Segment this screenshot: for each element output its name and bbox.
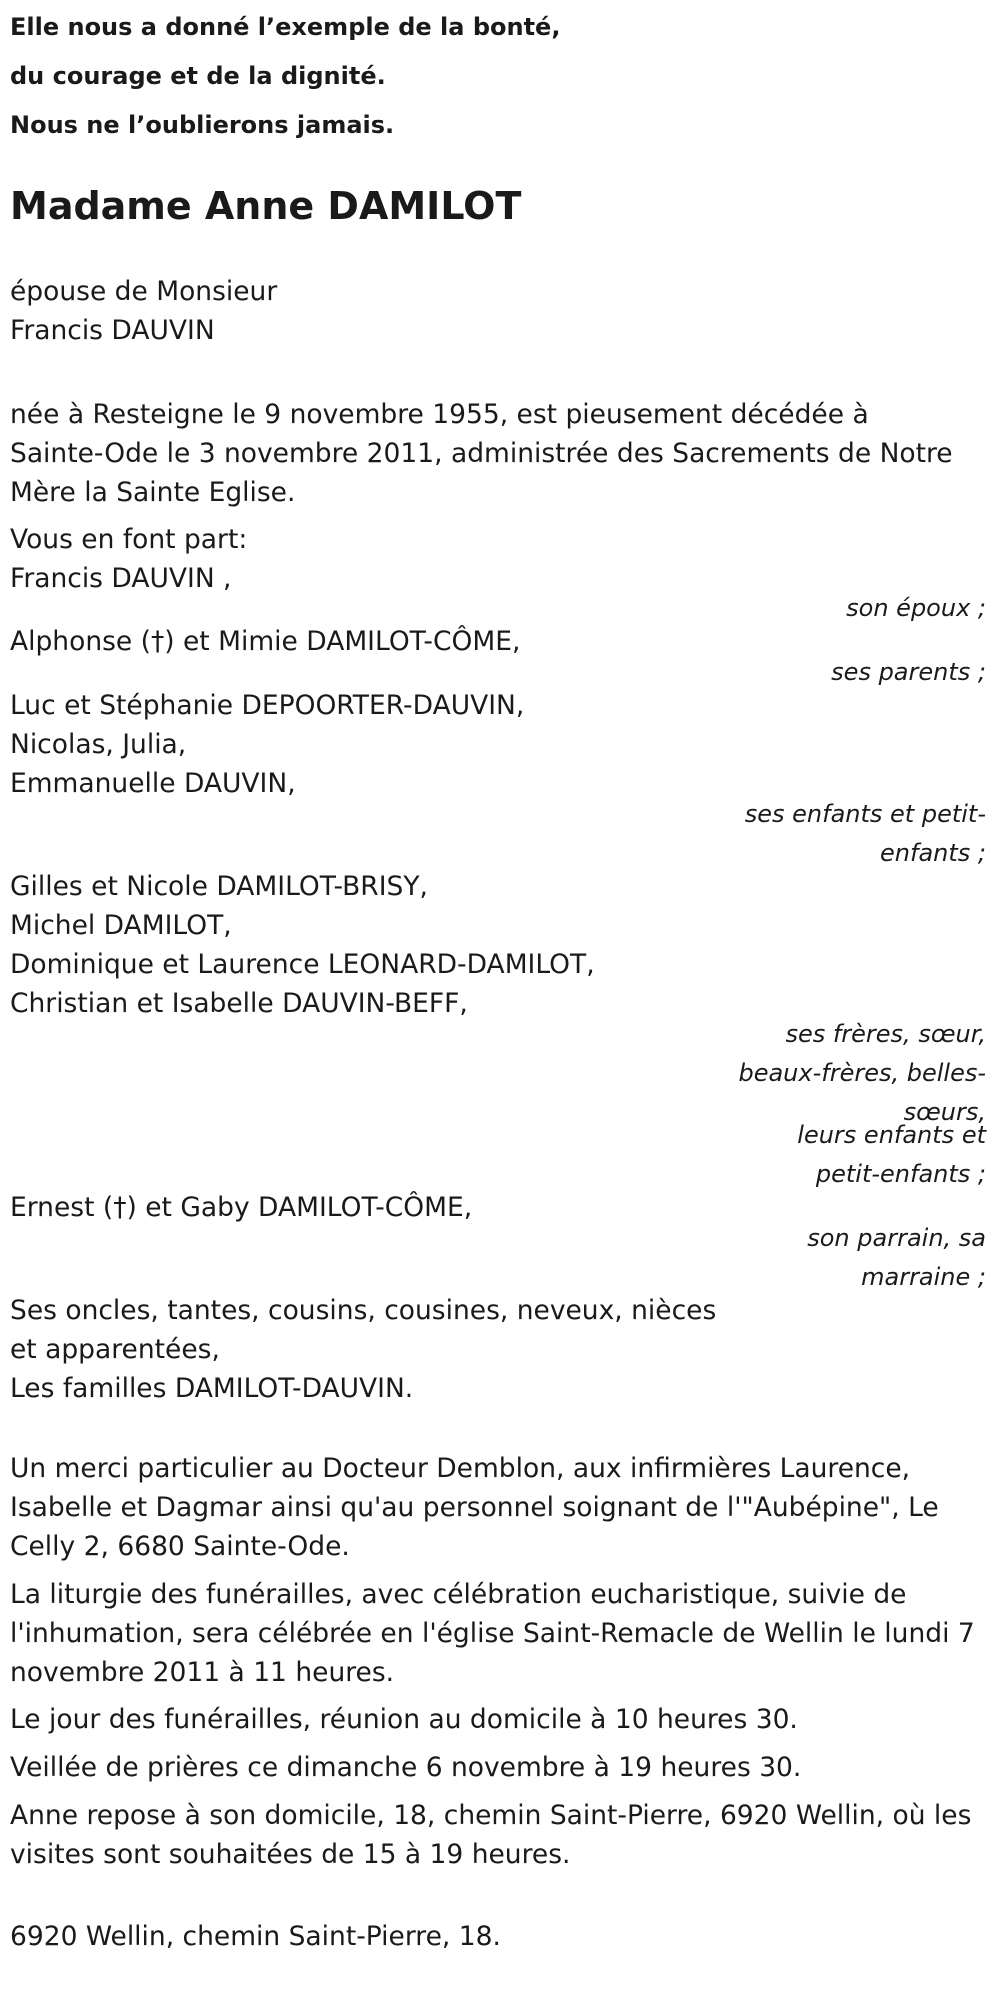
family-godparents-role: marraine ; <box>861 1263 986 1291</box>
visits-line: Anne repose à son domicile, 18, chemin Saint-Pierre, 6920 Wellin, où les <box>10 1800 972 1831</box>
thanks-line: Isabelle et Dagmar ainsi qu'au personnel soignant de l'"Aubépine", Le <box>10 1492 939 1523</box>
spouse-line: épouse de Monsieur <box>10 276 278 307</box>
liturgy-line: La liturgie des funérailles, avec célébration eucharistique, suivie de <box>10 1579 907 1610</box>
family-siblings-role: beaux-frères, belles- <box>738 1059 986 1087</box>
thanks-line: Un merci particulier au Docteur Demblon, aux infirmières Laurence, <box>10 1453 911 1484</box>
family-siblings-name: Gilles et Nicole DAMILOT-BRISY, <box>10 871 428 902</box>
motto-line: Elle nous a donné l’exemple de la bonté, <box>10 13 561 41</box>
deceased-name: Madame Anne DAMILOT <box>10 184 522 228</box>
family-parents-role: ses parents ; <box>831 658 986 686</box>
family-parents-names: Alphonse (†) et Mimie DAMILOT-CÔME, <box>10 626 521 657</box>
family-children-name: Emmanuelle DAUVIN, <box>10 768 296 799</box>
family-siblings-role: sœurs, <box>903 1098 986 1126</box>
vigil-line: Veillée de prières ce dimanche 6 novembre à 19 heures 30. <box>10 1752 802 1783</box>
family-others-line: Les familles DAMILOT-DAUVIN. <box>10 1373 414 1404</box>
family-siblings-role: ses frères, sœur, <box>785 1020 986 1048</box>
family-siblings-role: leurs enfants et <box>797 1121 986 1149</box>
family-godparents-role: son parrain, sa <box>807 1224 986 1252</box>
biography-line: Sainte-Ode le 3 novembre 2011, administrée des Sacrements de Notre <box>10 438 953 469</box>
family-children-name: Nicolas, Julia, <box>10 729 187 760</box>
thanks-line: Celly 2, 6680 Sainte-Ode. <box>10 1531 350 1562</box>
family-spouse-name: Francis DAUVIN , <box>10 563 232 594</box>
biography-line: Mère la Sainte Eglise. <box>10 477 296 508</box>
family-children-name: Luc et Stéphanie DEPOORTER-DAUVIN, <box>10 690 525 721</box>
family-spouse-role: son époux ; <box>846 594 986 622</box>
family-others-line: Ses oncles, tantes, cousins, cousines, neveux, nièces <box>10 1295 717 1326</box>
announce-intro: Vous en font part: <box>10 524 248 555</box>
family-siblings-role: petit-enfants ; <box>815 1160 986 1188</box>
family-siblings-name: Christian et Isabelle DAUVIN-BEFF, <box>10 988 468 1019</box>
family-godparents-names: Ernest (†) et Gaby DAMILOT-CÔME, <box>10 1192 473 1223</box>
family-children-role: ses enfants et petit- <box>744 800 986 828</box>
liturgy-line: l'inhumation, sera célébrée en l'église Saint-Remacle de Wellin le lundi 7 <box>10 1618 975 1649</box>
visits-line: visites sont souhaitées de 15 à 19 heures. <box>10 1839 571 1870</box>
family-others-line: et apparentées, <box>10 1334 220 1365</box>
family-siblings-name: Michel DAMILOT, <box>10 910 232 941</box>
biography-line: née à Resteigne le 9 novembre 1955, est pieusement décédée à <box>10 399 869 430</box>
family-siblings-name: Dominique et Laurence LEONARD-DAMILOT, <box>10 949 595 980</box>
liturgy-line: novembre 2011 à 11 heures. <box>10 1657 395 1688</box>
spouse-line: Francis DAUVIN <box>10 315 215 346</box>
family-children-role: enfants ; <box>880 839 986 867</box>
meeting-line: Le jour des funérailles, réunion au domicile à 10 heures 30. <box>10 1704 798 1735</box>
address-line: 6920 Wellin, chemin Saint-Pierre, 18. <box>10 1921 501 1952</box>
motto-line: Nous ne l’oublierons jamais. <box>10 111 395 139</box>
motto-line: du courage et de la dignité. <box>10 62 386 90</box>
